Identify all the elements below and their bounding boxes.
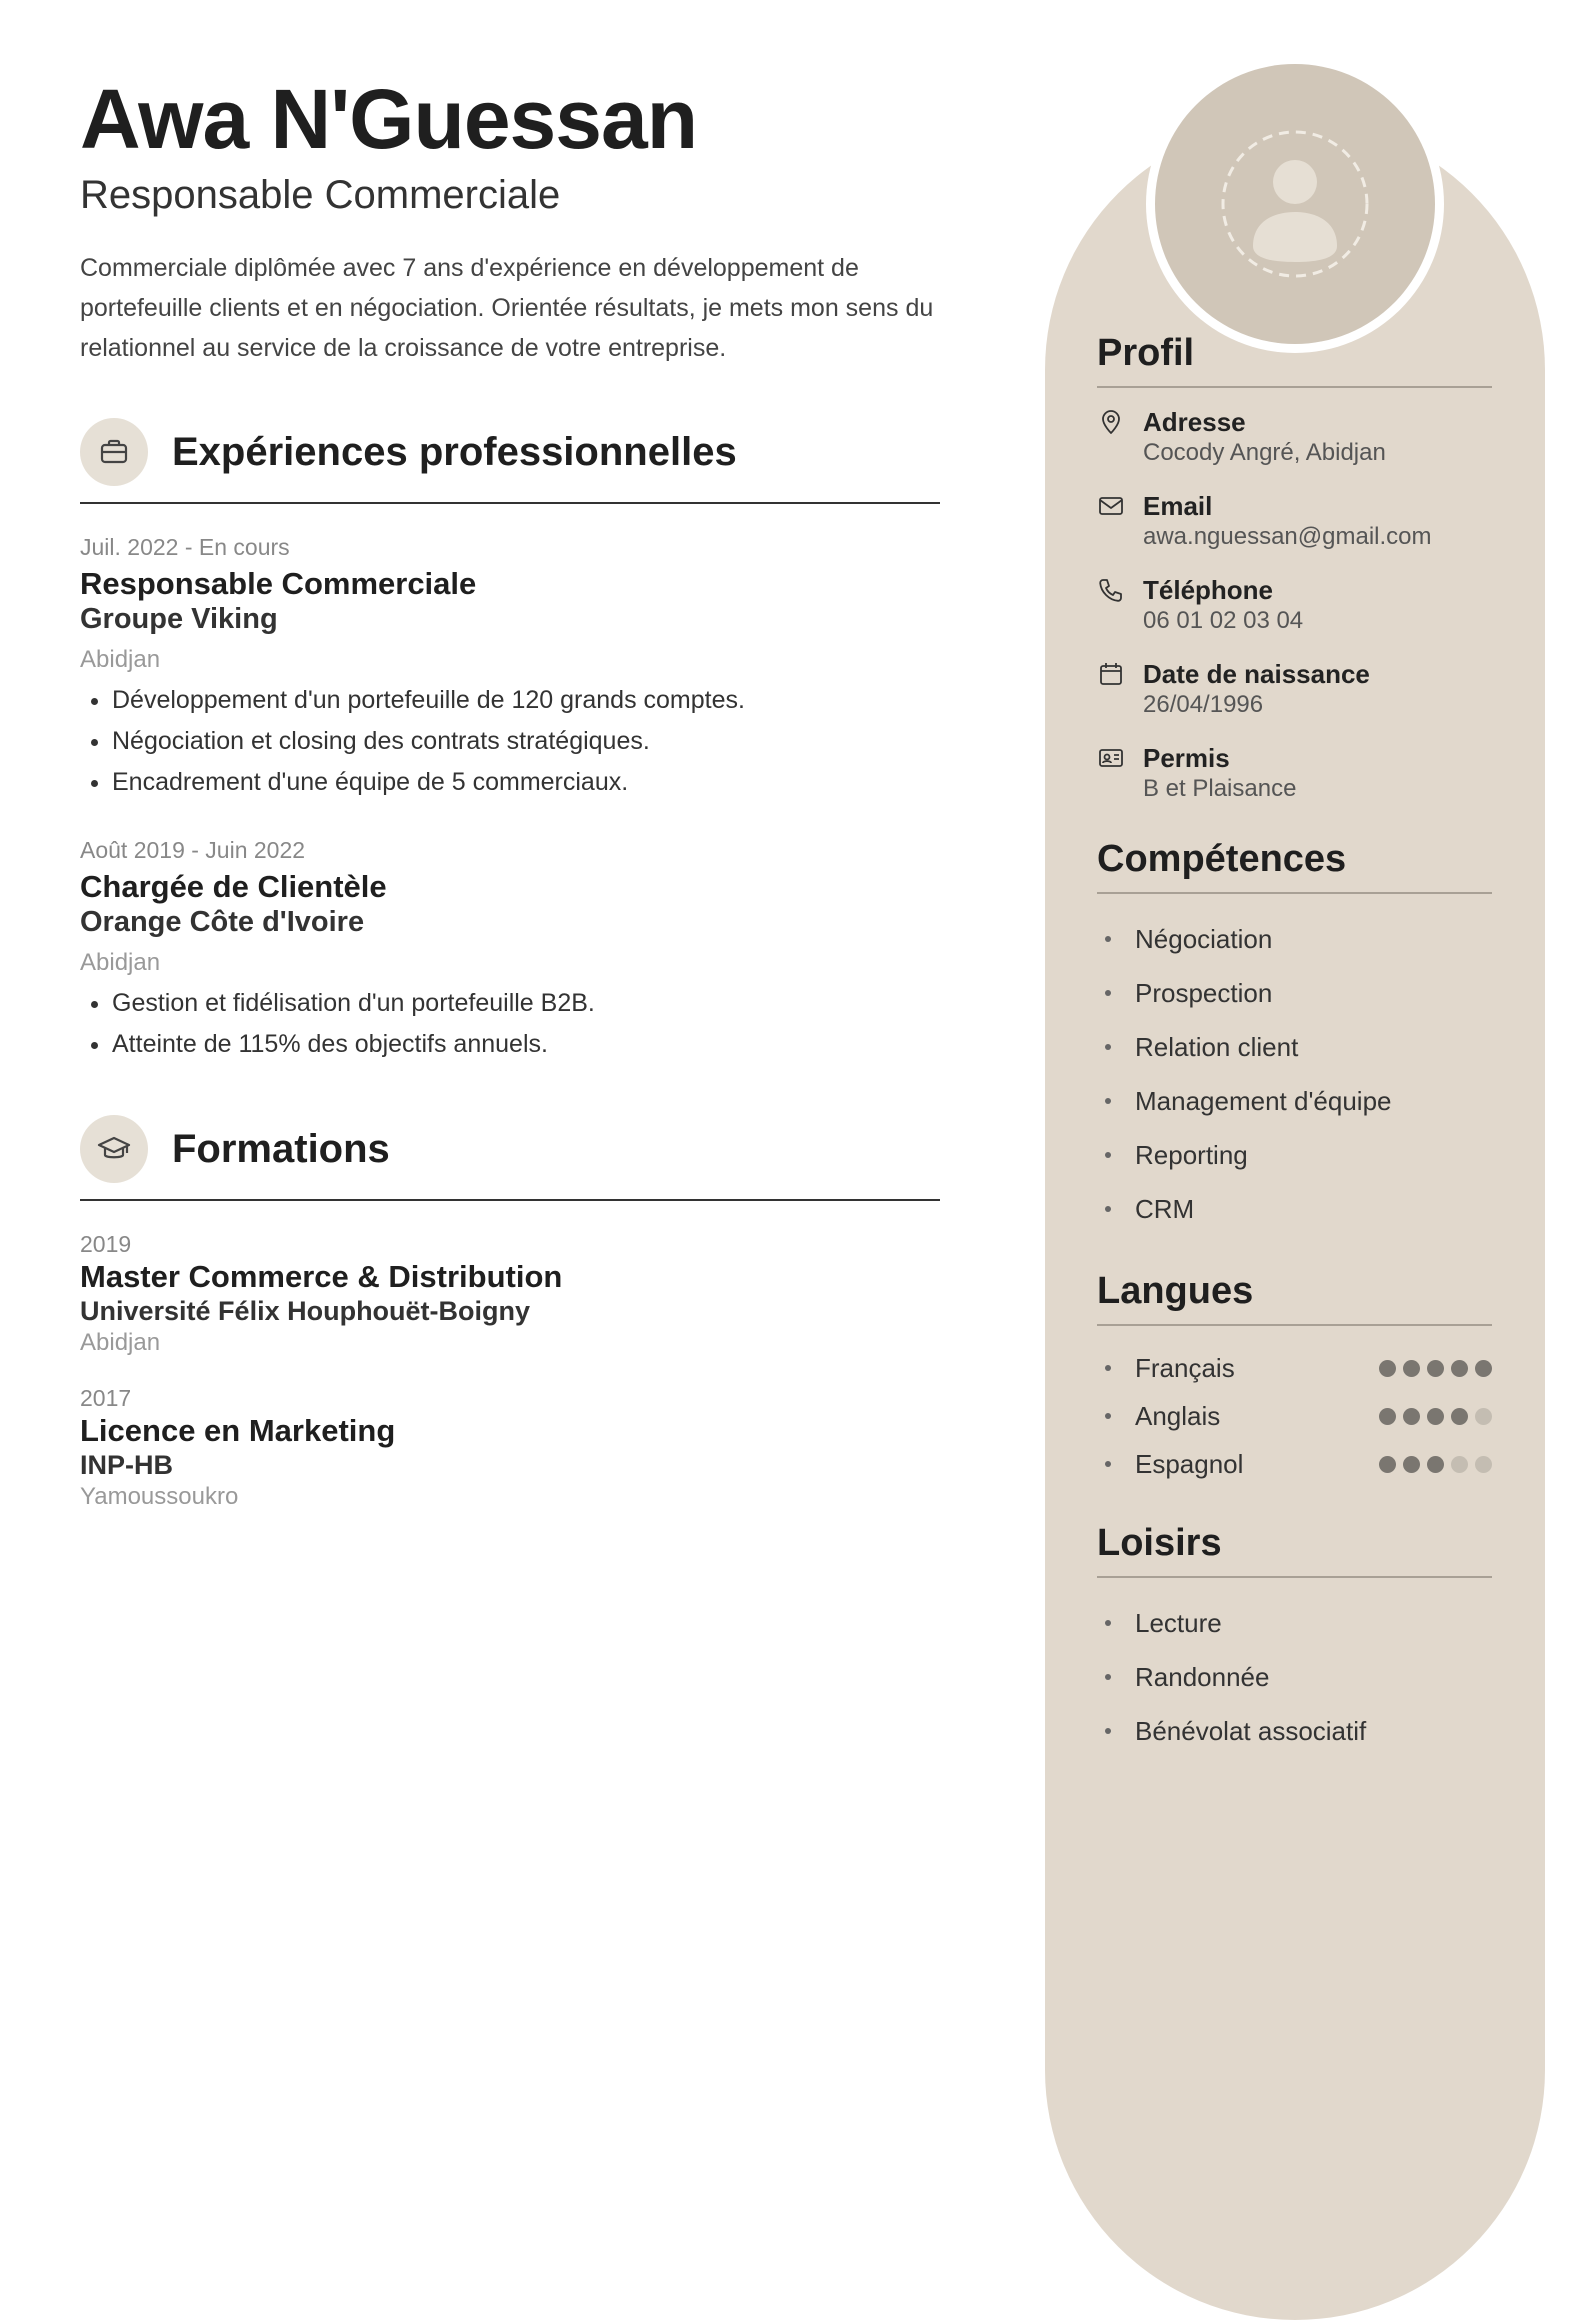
education-school: INP-HB xyxy=(80,1450,173,1480)
sidebar xyxy=(1097,330,1492,1758)
contact-label: Email xyxy=(1143,491,1213,521)
job-bullets xyxy=(80,680,940,803)
bullet-dot xyxy=(1105,1044,1111,1050)
contact-text xyxy=(1143,574,1303,636)
language-item xyxy=(1097,1392,1492,1440)
experience-header xyxy=(80,418,940,504)
job-date: Août 2019 - Juin 2022 xyxy=(80,837,306,863)
language-name: Espagnol xyxy=(1135,1448,1244,1479)
bullet-dot xyxy=(1105,1365,1111,1371)
contact-permis xyxy=(1097,742,1492,804)
skill-label: Prospection xyxy=(1135,977,1273,1008)
rating-dot xyxy=(1451,1456,1468,1473)
phone-icon xyxy=(1097,576,1125,604)
education-city: Abidjan xyxy=(80,1329,161,1356)
bullet-dot xyxy=(1105,1098,1111,1104)
job-city: Abidjan xyxy=(80,949,161,976)
contact-value: Cocody Angré, Abidjan xyxy=(1143,439,1386,466)
job-company: Orange Côte d'Ivoire xyxy=(80,906,365,938)
education-degree: Master Commerce & Distribution xyxy=(80,1259,563,1294)
job-company: Groupe Viking xyxy=(80,603,278,635)
job-title: Chargée de Clientèle xyxy=(80,869,387,904)
hobbies-title: Loisirs xyxy=(1097,1520,1492,1578)
job-entry xyxy=(80,532,940,803)
skill-item xyxy=(1097,1020,1492,1074)
hobby-item xyxy=(1097,1596,1492,1650)
language-rating xyxy=(1379,1456,1492,1473)
skill-label: Relation client xyxy=(1135,1031,1299,1062)
experience-title: Expériences professionnelles xyxy=(172,429,737,474)
education-year: 2017 xyxy=(80,1385,132,1411)
location-pin-icon xyxy=(1097,408,1125,436)
job-bullet: • Atteinte de 115% des objectifs annuels. xyxy=(112,1024,940,1065)
language-rating xyxy=(1379,1408,1492,1425)
contact-value: awa.nguessan@gmail.com xyxy=(1143,523,1432,550)
candidate-role: Responsable Commerciale xyxy=(80,173,561,217)
contact-text xyxy=(1143,742,1296,804)
skill-label: Négociation xyxy=(1135,923,1273,954)
profile-title: Profil xyxy=(1097,330,1492,388)
skill-label: Reporting xyxy=(1135,1139,1248,1170)
avatar xyxy=(1155,64,1435,344)
skills-list xyxy=(1097,912,1492,1236)
education-year: 2019 xyxy=(80,1231,132,1257)
skill-item xyxy=(1097,1128,1492,1182)
contact-label: Téléphone xyxy=(1143,575,1274,605)
hobby-label: Lecture xyxy=(1135,1607,1222,1638)
rating-dot xyxy=(1403,1456,1420,1473)
bullet-dot xyxy=(1105,1206,1111,1212)
contact-text xyxy=(1143,490,1432,552)
rating-dot xyxy=(1427,1360,1444,1377)
contact-value: 26/04/1996 xyxy=(1143,691,1264,718)
skill-item xyxy=(1097,1074,1492,1128)
job-bullet: • Développement d'un portefeuille de 120 grands comptes. xyxy=(112,680,940,721)
bullet-dot xyxy=(1105,1413,1111,1419)
hobby-item xyxy=(1097,1704,1492,1758)
skill-label: CRM xyxy=(1135,1193,1195,1224)
skills-title: Compétences xyxy=(1097,836,1492,894)
education-title: Formations xyxy=(172,1126,390,1171)
contact-email xyxy=(1097,490,1492,552)
job-bullets xyxy=(80,983,940,1065)
bullet-dot xyxy=(1105,1728,1111,1734)
main-column xyxy=(80,70,940,1513)
rating-dot xyxy=(1403,1360,1420,1377)
language-item xyxy=(1097,1440,1492,1488)
contact-label: Date de naissance xyxy=(1143,659,1370,689)
id-card-icon xyxy=(1097,744,1125,772)
skill-item xyxy=(1097,1182,1492,1236)
rating-dot xyxy=(1379,1408,1396,1425)
rating-dot xyxy=(1475,1456,1492,1473)
rating-dot xyxy=(1427,1408,1444,1425)
contact-tlphone xyxy=(1097,574,1492,636)
contact-text xyxy=(1143,658,1370,720)
summary: Commerciale diplômée avec 7 ans d'expérience en développement de portefeuille clients et en négociation. Orientée résultats, je mets mon sens du relationnel au service de la croissance de votre entreprise. xyxy=(80,254,934,362)
skills-section xyxy=(1097,836,1492,1236)
contact-text xyxy=(1143,406,1386,468)
hobby-label: Bénévolat associatif xyxy=(1135,1715,1367,1746)
avatar-placeholder-icon xyxy=(1215,124,1375,284)
calendar-icon xyxy=(1097,660,1125,688)
hobbies-list xyxy=(1097,1596,1492,1758)
hobby-item xyxy=(1097,1650,1492,1704)
education-school: Université Félix Houphouët-Boigny xyxy=(80,1296,531,1326)
education-degree: Licence en Marketing xyxy=(80,1413,396,1448)
rating-dot xyxy=(1451,1408,1468,1425)
rating-dot xyxy=(1379,1456,1396,1473)
hobbies-section xyxy=(1097,1520,1492,1758)
job-title: Responsable Commerciale xyxy=(80,566,477,601)
job-date: Juil. 2022 - En cours xyxy=(80,534,290,560)
rating-dot xyxy=(1451,1360,1468,1377)
language-name: Français xyxy=(1135,1352,1235,1383)
contact-label: Adresse xyxy=(1143,407,1246,437)
languages-section xyxy=(1097,1268,1492,1488)
bullet-dot xyxy=(1105,936,1111,942)
hobby-label: Randonnée xyxy=(1135,1661,1270,1692)
bullet-dot xyxy=(1105,1152,1111,1158)
skill-item xyxy=(1097,966,1492,1020)
education-city: Yamoussoukro xyxy=(80,1483,239,1510)
skill-item xyxy=(1097,912,1492,966)
experience-list xyxy=(80,532,940,1065)
education-entry xyxy=(80,1383,940,1513)
education-entry xyxy=(80,1229,940,1359)
contact-value: B et Plaisance xyxy=(1143,775,1297,802)
bullet-dot xyxy=(1105,1461,1111,1467)
job-bullet: • Négociation et closing des contrats stratégiques. xyxy=(112,721,940,762)
languages-title: Langues xyxy=(1097,1268,1492,1326)
language-rating xyxy=(1379,1360,1492,1377)
contact-adresse xyxy=(1097,406,1492,468)
candidate-name: Awa N'Guessan xyxy=(80,72,697,166)
briefcase-icon xyxy=(80,418,148,486)
bullet-dot xyxy=(1105,990,1111,996)
job-bullet: • Gestion et fidélisation d'un portefeuille B2B. xyxy=(112,983,940,1024)
rating-dot xyxy=(1475,1408,1492,1425)
education-list xyxy=(80,1229,940,1513)
bullet-dot xyxy=(1105,1674,1111,1680)
rating-dot xyxy=(1403,1408,1420,1425)
contact-value: 06 01 02 03 04 xyxy=(1143,607,1304,634)
rating-dot xyxy=(1475,1360,1492,1377)
languages-list xyxy=(1097,1344,1492,1488)
job-entry xyxy=(80,835,940,1065)
language-name: Anglais xyxy=(1135,1400,1221,1431)
contact-label: Permis xyxy=(1143,743,1230,773)
rating-dot xyxy=(1379,1360,1396,1377)
job-bullet: • Encadrement d'une équipe de 5 commerciaux. xyxy=(112,762,940,803)
graduation-cap-icon xyxy=(80,1115,148,1183)
skill-label: Management d'équipe xyxy=(1135,1085,1392,1116)
rating-dot xyxy=(1427,1456,1444,1473)
profile-list xyxy=(1097,406,1492,804)
education-header xyxy=(80,1115,940,1201)
contact-datedenaissance xyxy=(1097,658,1492,720)
mail-icon xyxy=(1097,492,1125,520)
language-item xyxy=(1097,1344,1492,1392)
bullet-dot xyxy=(1105,1620,1111,1626)
job-city: Abidjan xyxy=(80,646,161,673)
